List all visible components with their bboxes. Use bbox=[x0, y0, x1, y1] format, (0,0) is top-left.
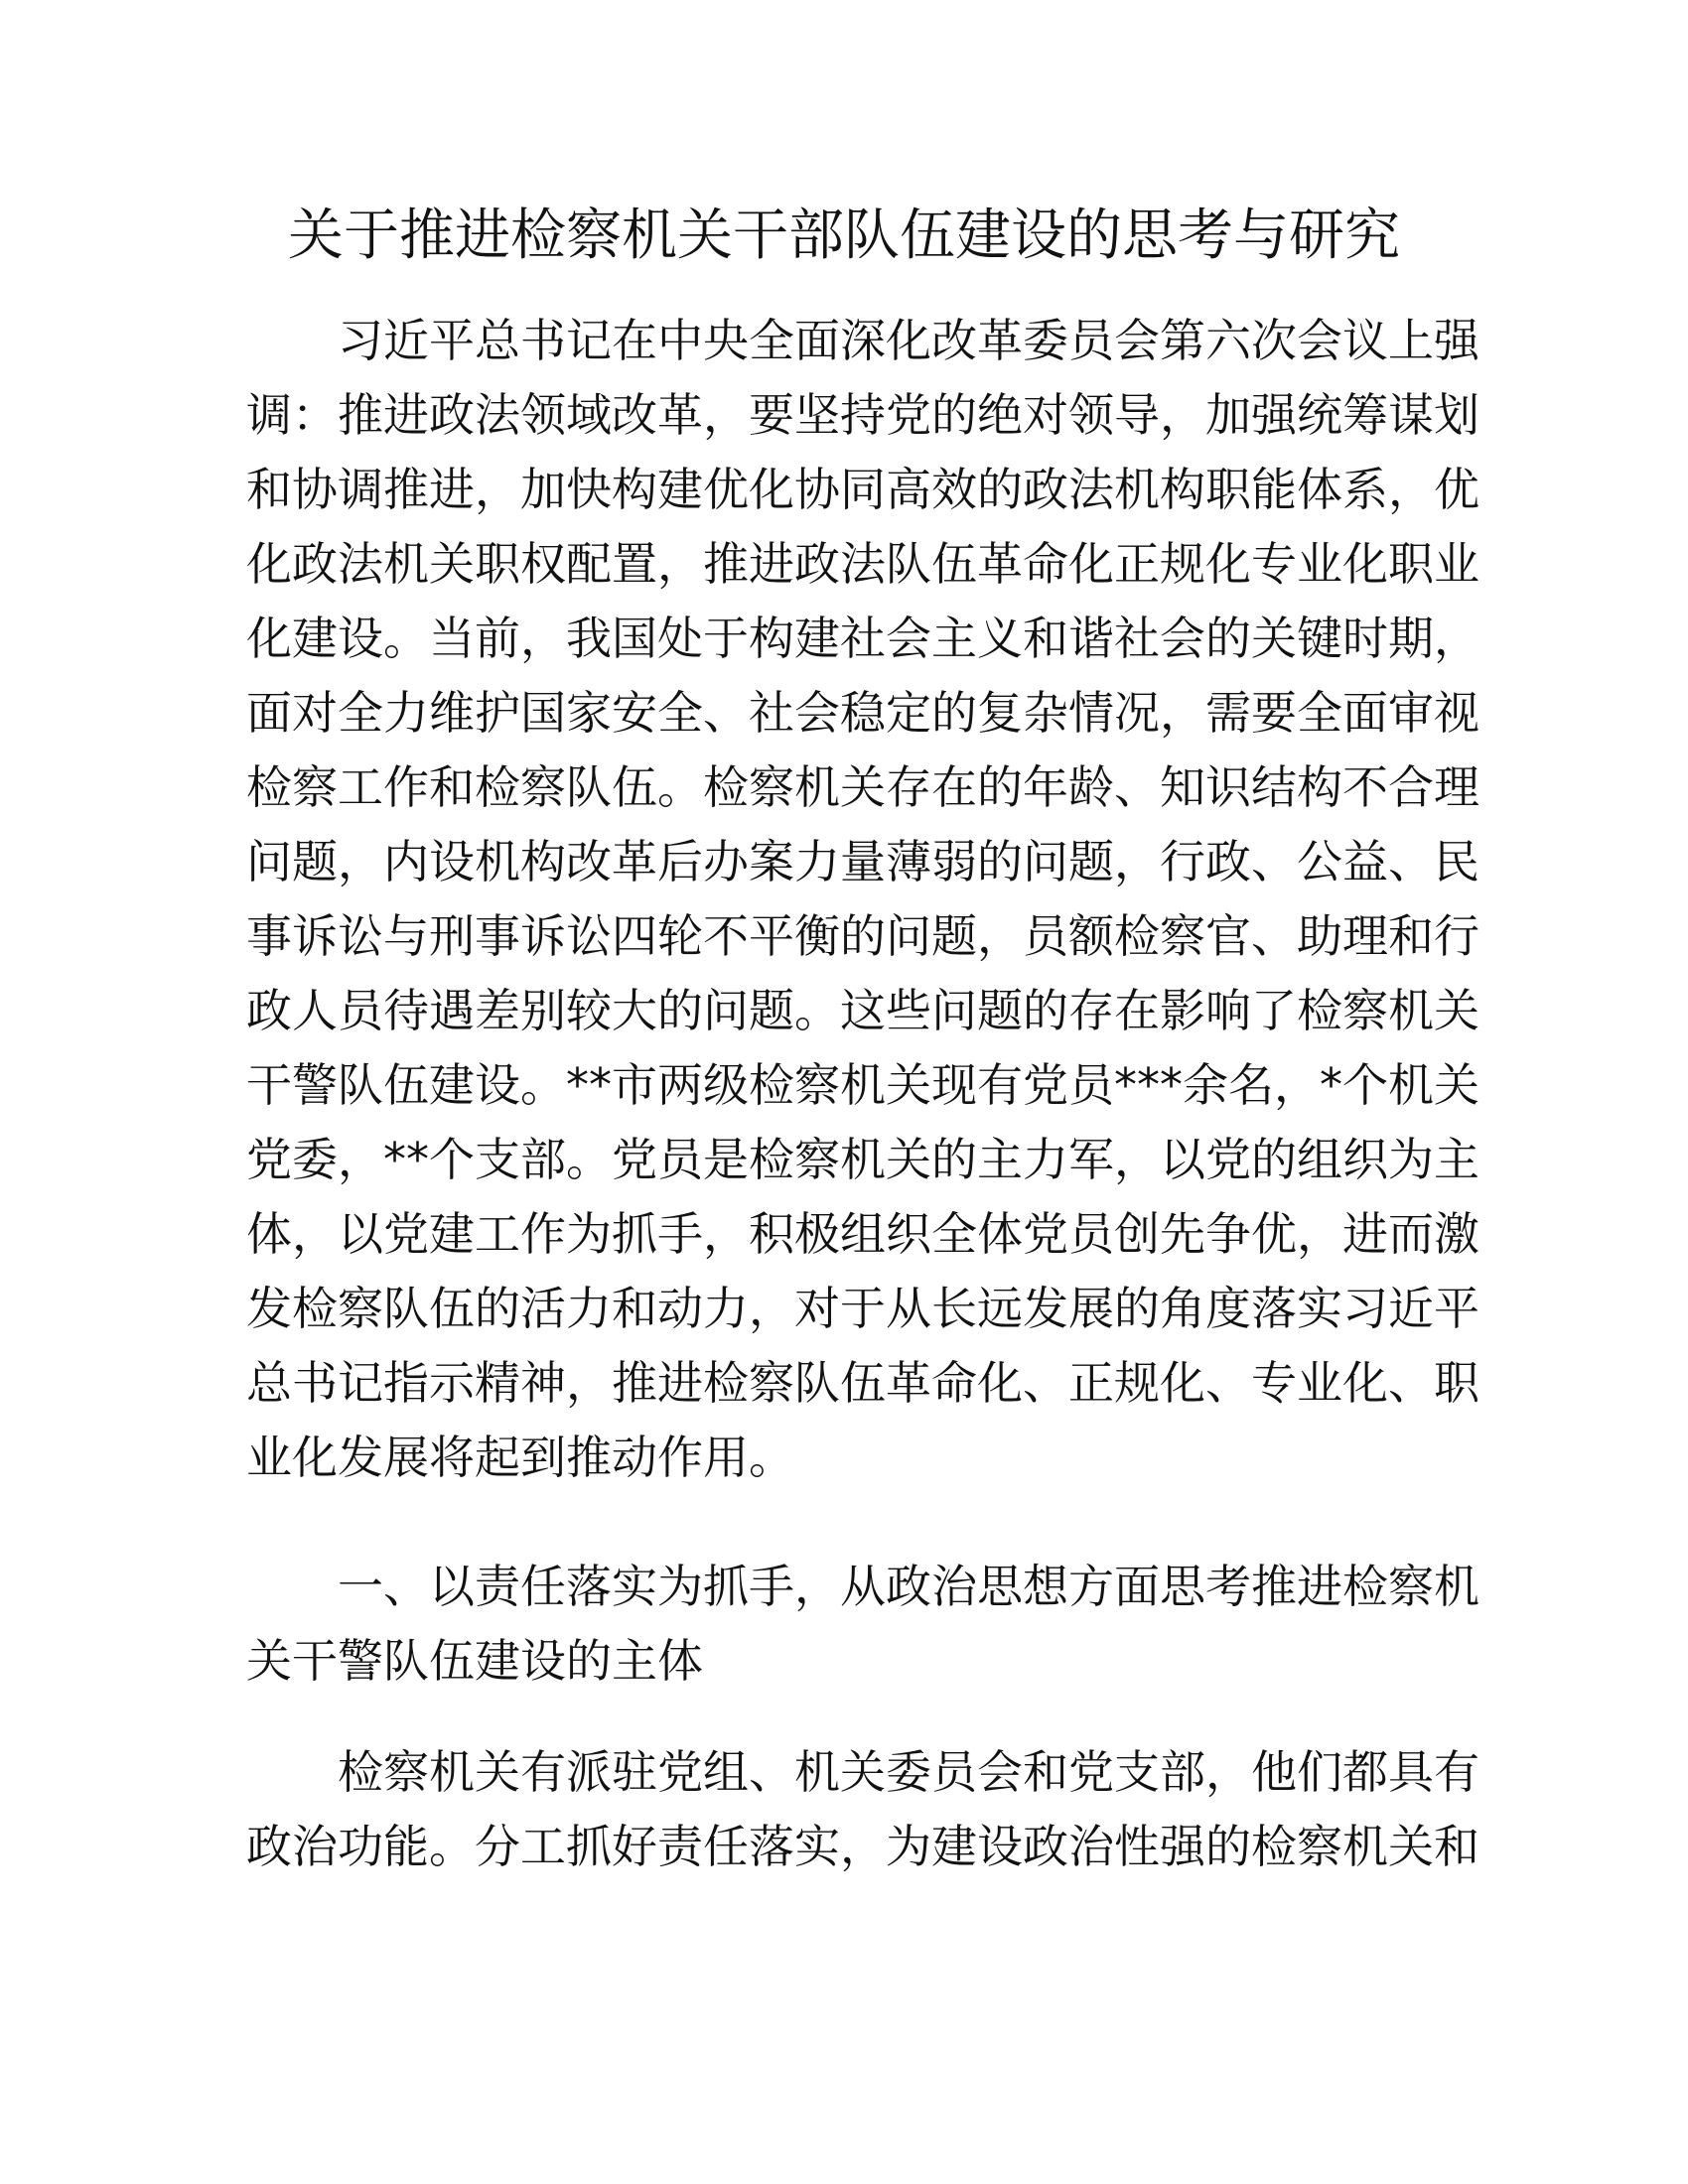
paragraph-line: 化建设。当前，我国处于构建社会主义和谐社会的关键时期， bbox=[246, 612, 1479, 665]
paragraph-line: 和协调推进，加快构建优化协同高效的政法机构职能体系，优 bbox=[246, 463, 1479, 516]
paragraph-line: 业化发展将起到推动作用。 bbox=[246, 1431, 794, 1484]
paragraph-line: 党委，**个支部。党员是检察机关的主力军，以党的组织为主 bbox=[246, 1133, 1479, 1186]
paragraph-line: 问题，内设机构改革后办案力量薄弱的问题，行政、公益、民 bbox=[246, 835, 1479, 888]
section-heading-line: 一、以责任落实为抓手，从政治思想方面思考推进检察机 bbox=[338, 1560, 1479, 1613]
paragraph-line: 检察机关有派驻党组、机关委员会和党支部，他们都具有 bbox=[338, 1745, 1479, 1799]
paragraph-line: 发检察队伍的活力和动力，对于从长远发展的角度落实习近平 bbox=[246, 1282, 1479, 1335]
paragraph-line: 习近平总书记在中央全面深化改革委员会第六次会议上强 bbox=[338, 314, 1479, 367]
paragraph-line: 面对全力维护国家安全、社会稳定的复杂情况，需要全面审视 bbox=[246, 686, 1479, 740]
paragraph-line: 化政法机关职权配置，推进政法队伍革命化正规化专业化职业 bbox=[246, 537, 1479, 591]
paragraph-line: 政人员待遇差别较大的问题。这些问题的存在影响了检察机关 bbox=[246, 984, 1479, 1037]
paragraph-line: 体，以党建工作为抓手，积极组织全体党员创先争优，进而激 bbox=[246, 1207, 1479, 1261]
document-title: 关于推进检察机关干部队伍建设的思考与研究 bbox=[288, 204, 1400, 268]
paragraph-line: 干警队伍建设。**市两级检察机关现有党员***余名，*个机关 bbox=[246, 1058, 1479, 1112]
section-heading-line: 关干警队伍建设的主体 bbox=[246, 1634, 703, 1688]
paragraph-line: 调：推进政法领域改革，要坚持党的绝对领导，加强统筹谋划 bbox=[246, 388, 1479, 442]
paragraph-line: 总书记指示精神，推进检察队伍革命化、正规化、专业化、职 bbox=[246, 1356, 1479, 1410]
paragraph-line: 政治功能。分工抓好责任落实，为建设政治性强的检察机关和 bbox=[246, 1820, 1479, 1873]
paragraph-line: 事诉讼与刑事诉讼四轮不平衡的问题，员额检察官、助理和行 bbox=[246, 909, 1479, 963]
paragraph-line: 检察工作和检察队伍。检察机关存在的年龄、知识结构不合理 bbox=[246, 760, 1479, 814]
